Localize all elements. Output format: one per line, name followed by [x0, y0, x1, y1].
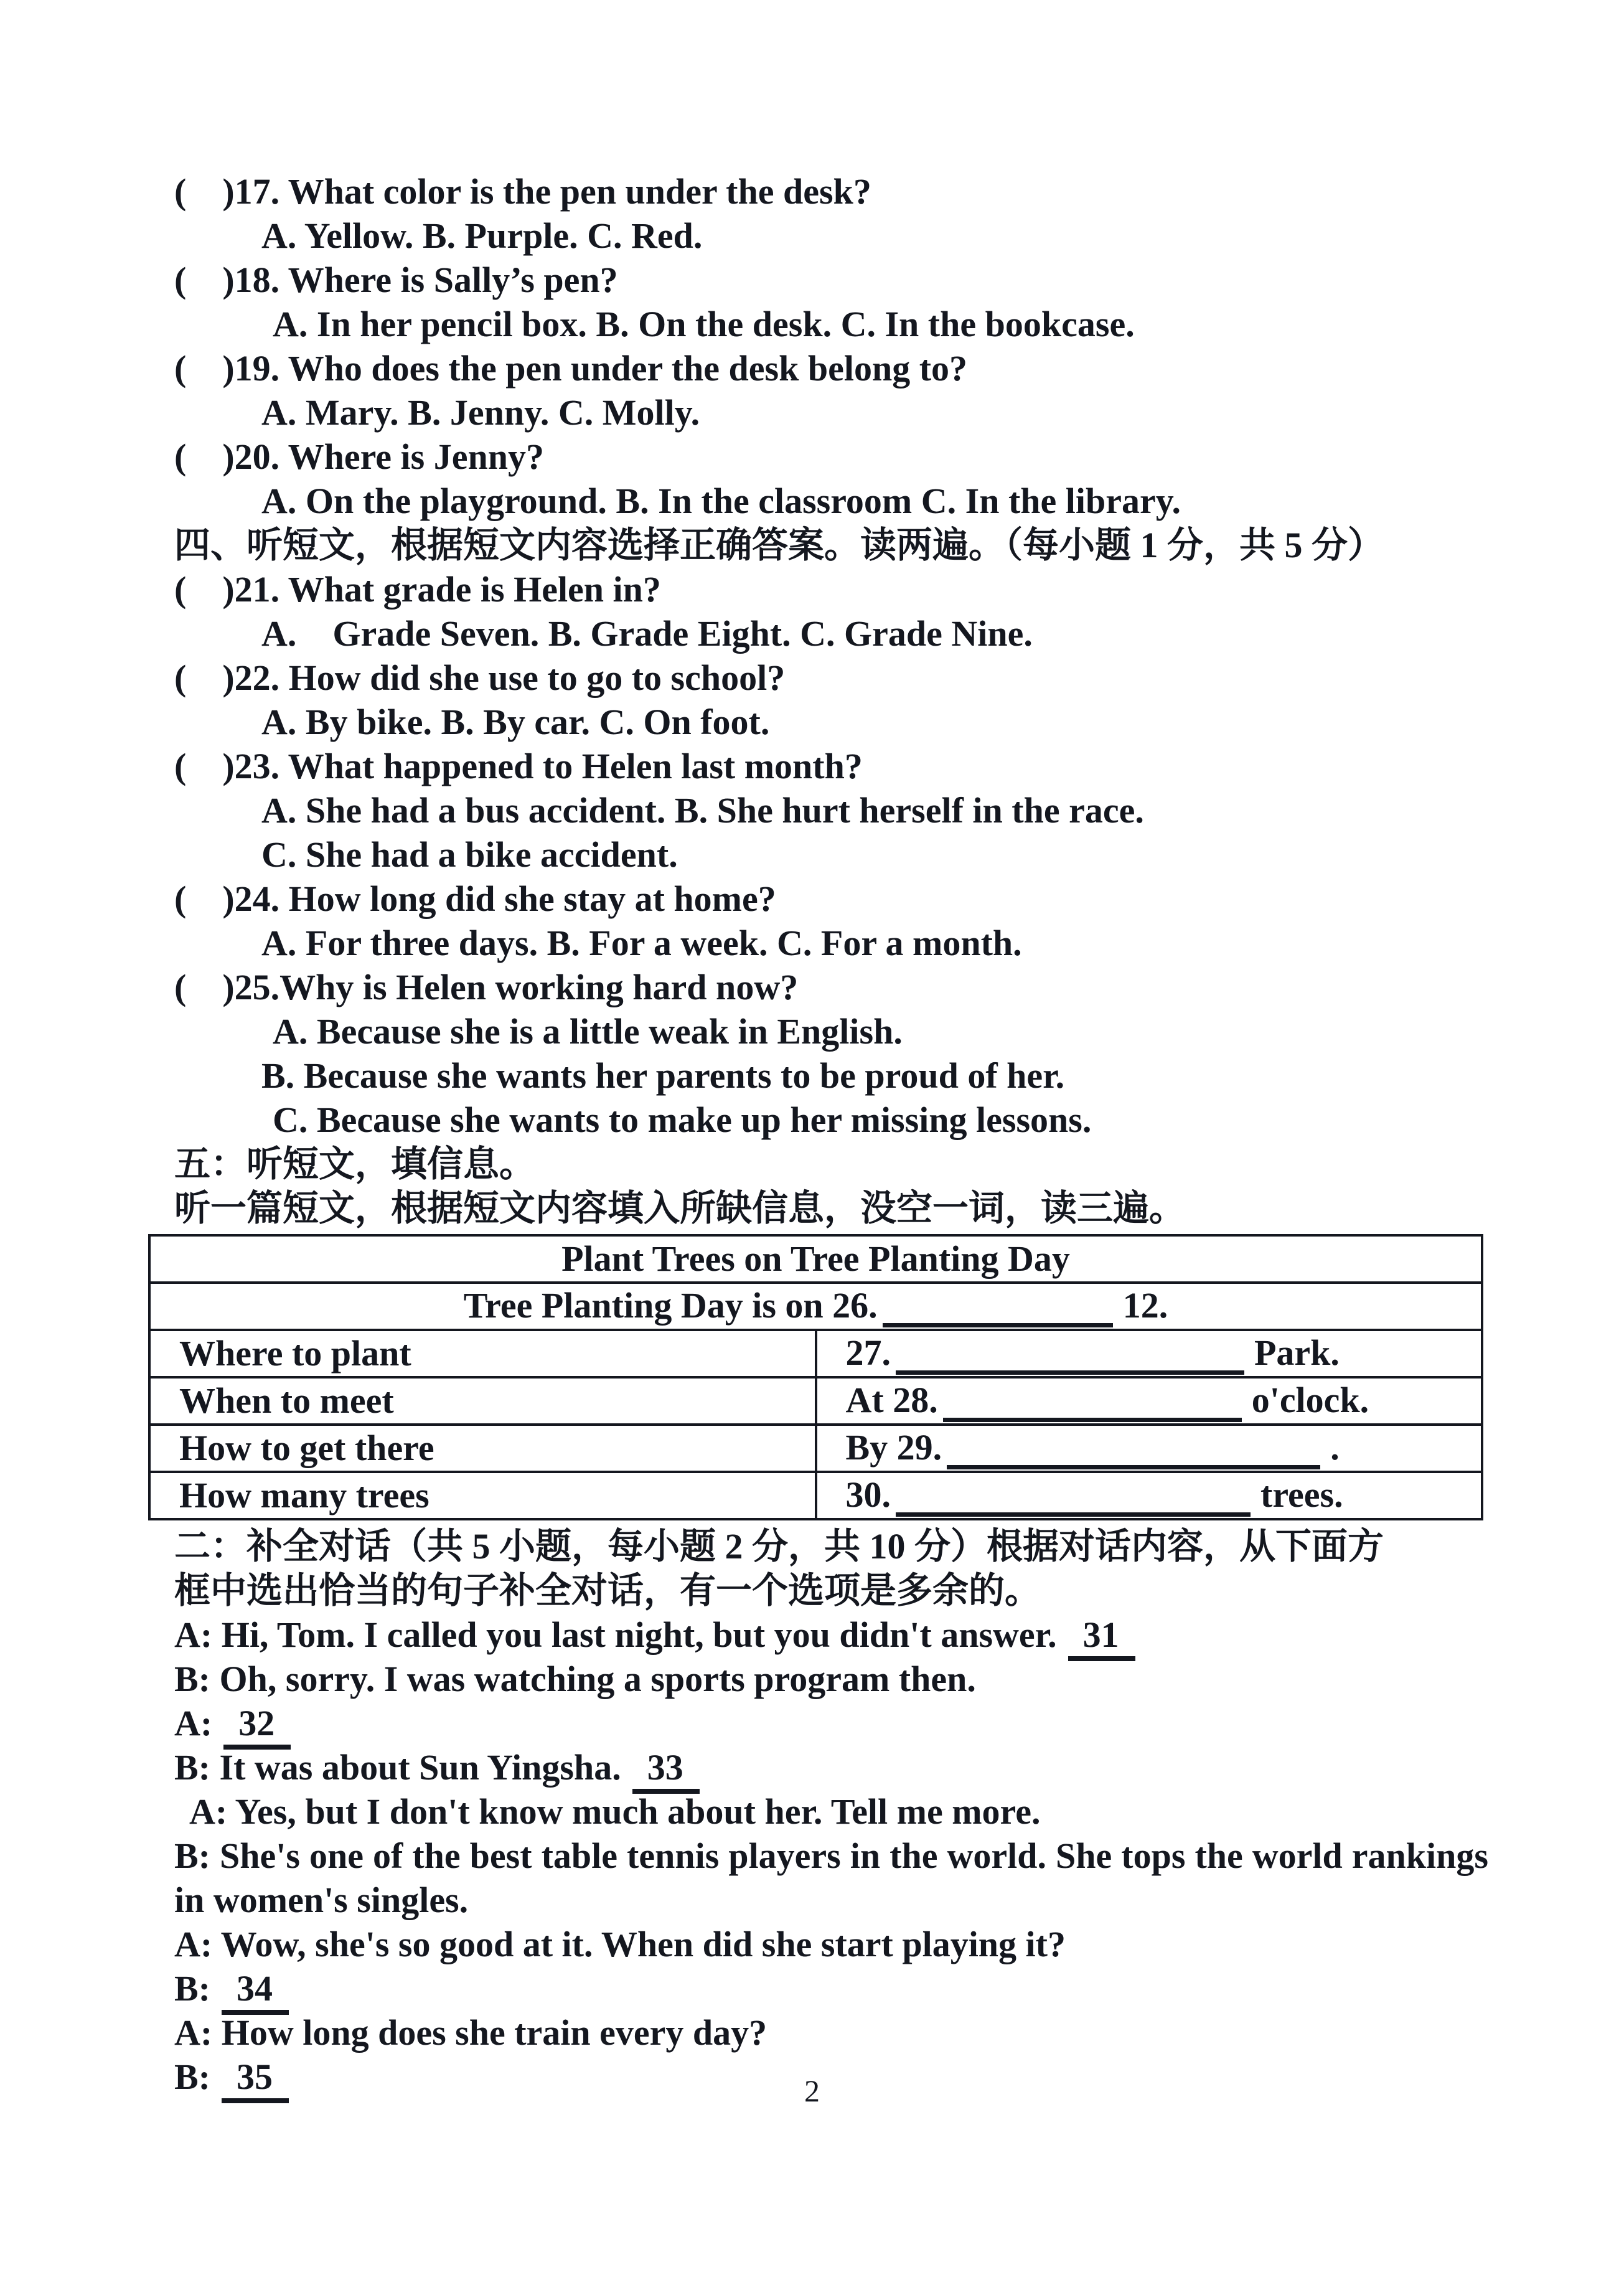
- value-prefix: At 28.: [845, 1379, 938, 1420]
- dialogue-line-a5: [174, 2010, 1488, 2055]
- question-17-stem: ( )17. What color is the pen under the desk?: [174, 171, 871, 212]
- question-17-options: A. Yellow. B. Purple. C. Red.: [261, 215, 703, 256]
- dialogue-line-a2: [174, 1701, 1488, 1745]
- dialogue-line-a3: [174, 1789, 1488, 1834]
- value-suffix: Park.: [1254, 1332, 1340, 1373]
- question-22-stem: ( )22. How did she use to go to school?: [174, 657, 786, 698]
- question-21-stem: ( )21. What grade is Helen in?: [174, 569, 661, 610]
- dialogue-text: B: It was about Sun Yingsha.: [174, 1747, 621, 1788]
- question-25-option-a: A. Because she is a little weak in English.: [273, 1011, 903, 1052]
- table-row-when: [149, 1377, 1482, 1425]
- table-row-where: [149, 1330, 1482, 1377]
- dialogue-line-b1: [174, 1657, 1488, 1701]
- dialogue-line-b4: [174, 1966, 1488, 2010]
- answer-blank-26: [883, 1298, 1113, 1327]
- question-20-stem: ( )20. Where is Jenny?: [174, 436, 544, 477]
- dialogue-text: B: Oh, sorry. I was watching a sports program then.: [174, 1659, 976, 1699]
- table-title-row: [149, 1235, 1482, 1283]
- answer-blank-33: 33: [632, 1747, 700, 1794]
- value-prefix: By 29.: [845, 1426, 942, 1468]
- question-18-stem: ( )18. Where is Sally’s pen?: [174, 260, 618, 300]
- table-title: Plant Trees on Tree Planting Day: [561, 1238, 1070, 1279]
- answer-blank-32: 32: [223, 1703, 291, 1750]
- table-subtitle-cell: [149, 1283, 1482, 1330]
- answer-blank-35: 35: [222, 2057, 289, 2103]
- question-24-stem: ( )24. How long did she stay at home?: [174, 879, 776, 919]
- question-23-options-2: C. She had a bike accident.: [261, 834, 678, 875]
- dialogue-text: A:: [174, 1703, 213, 1743]
- answer-blank-28: [943, 1393, 1242, 1422]
- row-value: [816, 1377, 1483, 1425]
- dialogue-text: B:: [174, 1968, 210, 2009]
- row-label: Where to plant: [149, 1330, 816, 1377]
- row-label: When to meet: [149, 1377, 816, 1425]
- row-value: [816, 1425, 1483, 1472]
- answer-blank-30: [896, 1487, 1251, 1517]
- dialogue-line-b2: [174, 1745, 1488, 1789]
- dialogue-text: A: Hi, Tom. I called you last night, but you didn't answer.: [174, 1614, 1057, 1655]
- section-two-heading-line2: 框中选出恰当的句子补全对话，有一个选项是多余的。: [174, 1570, 1041, 1611]
- page-number: 2: [804, 2073, 820, 2108]
- answer-blank-34: 34: [222, 1968, 289, 2015]
- tree-planting-table: [148, 1234, 1483, 1520]
- dialogue-line-a4: [174, 1922, 1488, 1966]
- row-label: How to get there: [149, 1425, 816, 1472]
- answer-blank-29: [947, 1440, 1320, 1469]
- table-subtitle-row: [149, 1283, 1482, 1330]
- dialogue-text: B:: [174, 2057, 210, 2097]
- table-title-cell: [149, 1235, 1482, 1283]
- table-row-how: [149, 1425, 1482, 1472]
- section-two-heading-line1: 二：补全对话（共 5 小题，每小题 2 分，共 10 分）根据对话内容，从下面方: [174, 1526, 1384, 1567]
- row-label: How many trees: [149, 1472, 816, 1519]
- value-suffix: .: [1330, 1426, 1340, 1468]
- question-24-options: A. For three days. B. For a week. C. For a month.: [261, 923, 1022, 963]
- dialogue-line-a1: [174, 1613, 1488, 1657]
- row-value: [816, 1472, 1483, 1519]
- value-prefix: 27.: [845, 1332, 891, 1373]
- dialogue-text: B: She's one of the best table tennis players in the world. She tops the world rankings in women's singles.: [174, 1836, 1488, 1920]
- section-four-heading: 四、听短文，根据短文内容选择正确答案。读两遍。（每小题 1 分，共 5 分）: [174, 525, 1384, 565]
- question-22-options: A. By bike. B. By car. C. On foot.: [261, 702, 770, 742]
- question-18-options: A. In her pencil box. B. On the desk. C. In the bookcase.: [273, 304, 1135, 344]
- dialogue-text: A: Wow, she's so good at it. When did she start playing it?: [174, 1924, 1066, 1964]
- row-value: [816, 1330, 1483, 1377]
- section-five-instruction: 听一篇短文，根据短文内容填入所缺信息，没空一词，读三遍。: [174, 1188, 1186, 1228]
- dialogue-text: A: Yes, but I don't know much about her. Tell me more.: [189, 1791, 1041, 1832]
- value-suffix: trees.: [1260, 1474, 1343, 1515]
- question-25-option-b: B. Because she wants her parents to be proud of her.: [261, 1055, 1065, 1096]
- value-suffix: o'clock.: [1251, 1379, 1369, 1420]
- question-21-options: A. Grade Seven. B. Grade Eight. C. Grade Nine.: [261, 613, 1033, 654]
- question-23-stem: ( )23. What happened to Helen last month?: [174, 746, 863, 786]
- question-19-options: A. Mary. B. Jenny. C. Molly.: [261, 392, 700, 433]
- section-five-heading: 五：听短文，填信息。: [174, 1144, 536, 1184]
- question-19-stem: ( )19. Who does the pen under the desk belong to?: [174, 348, 968, 389]
- answer-blank-31: 31: [1068, 1614, 1135, 1661]
- question-20-options: A. On the playground. B. In the classroom C. In the library.: [261, 481, 1181, 521]
- subtitle-suffix: 12.: [1122, 1284, 1168, 1326]
- answer-blank-27: [896, 1345, 1244, 1375]
- question-25-stem: ( )25.Why is Helen working hard now?: [174, 967, 799, 1007]
- question-23-options-1: A. She had a bus accident. B. She hurt herself in the race.: [261, 790, 1144, 831]
- dialogue-text: A: How long does she train every day?: [174, 2012, 767, 2053]
- value-prefix: 30.: [845, 1474, 891, 1515]
- subtitle-prefix: Tree Planting Day is on 26.: [463, 1284, 878, 1326]
- dialogue-line-b3: [174, 1834, 1488, 1922]
- question-25-option-c: C. Because she wants to make up her missing lessons.: [273, 1100, 1092, 1140]
- table-row-how-many: [149, 1472, 1482, 1519]
